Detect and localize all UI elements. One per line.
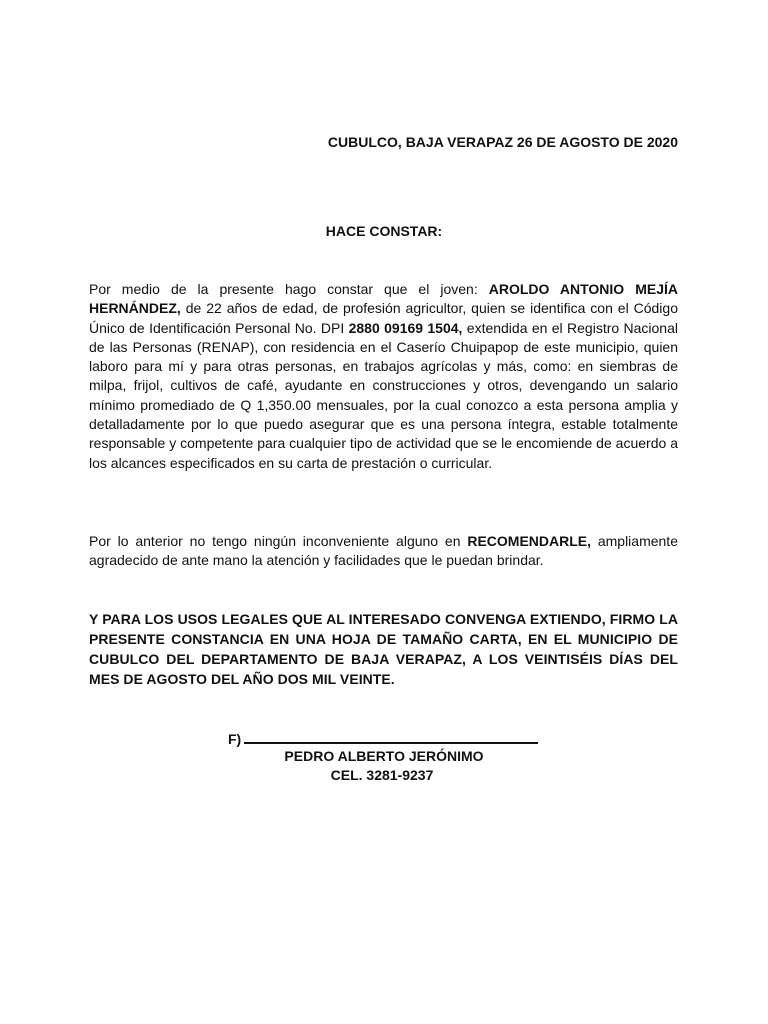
heading-text: HACE CONSTAR: bbox=[325, 223, 443, 239]
signer-name: PEDRO ALBERTO JERÓNIMO bbox=[284, 748, 484, 764]
date-line: CUBULCO, BAJA VERAPAZ 26 DE AGOSTO DE 2020 bbox=[327, 134, 678, 150]
signer-phone: CEL. 3281-9237 bbox=[330, 767, 434, 783]
document-heading bbox=[0, 222, 768, 240]
recommendation-emphasis: RECOMENDARLE, bbox=[467, 533, 591, 549]
paragraph2-rest: ampliamente agradecido de ante mano la atención y facilidades que le puedan brindar. bbox=[89, 533, 678, 569]
signature-line bbox=[228, 729, 538, 749]
paragraph1-part3: extendida en el Registro Nacional de las Personas (RENAP), con residencia en el Caserío Chuipapop de este municipio, quien laboro para mí y para otras personas, en trabajos agrícolas y más, como: en siembras de milpa, frijol, cultivos de café, ayudante en construcciones y otros, devengando un salario mínimo promediado de Q 1,350.00 mensuales, por la cual conozco a esta persona amplia y detalladamente por lo que puedo asegurar que es una persona íntegra, estable totalmente responsable y competente para cualquier tipo de actividad que se le encomiende de acuerdo a los alcances especificados en su carta de prestación o curricular. bbox=[89, 319, 678, 471]
body-paragraph-1 bbox=[89, 280, 678, 473]
paragraph1-intro: Por medio de la presente hago constar que el joven: bbox=[89, 281, 489, 297]
signer-block bbox=[0, 747, 768, 785]
body-paragraph-2 bbox=[89, 532, 678, 571]
paragraph2-intro: Por lo anterior no tengo ningún inconveniente alguno en bbox=[89, 533, 468, 549]
paragraph1-part2: de 22 años de edad, de profesión agricultor, quien se identifica con el Código Único de Identificación Personal No. DPI bbox=[89, 300, 678, 336]
dpi-number: 2880 09169 1504, bbox=[348, 319, 463, 336]
legal-closing-paragraph: Y PARA LOS USOS LEGALES QUE AL INTERESADO CONVENGA EXTIENDO, FIRMO LA PRESENTE CONSTANCIA EN UNA HOJA DE TAMAÑO CARTA, EN EL MUNICIPIO DE CUBULCO DEL DEPARTAMENTO DE BAJA VERAPAZ, A LOS VEINTISÉIS DÍAS DEL MES DE AGOSTO DEL AÑO DOS MIL VEINTE. bbox=[89, 611, 678, 687]
signature-rule bbox=[244, 729, 538, 744]
person-name: AROLDO ANTONIO MEJÍA HERNÁNDEZ, bbox=[89, 281, 678, 317]
signature-prefix: F) bbox=[228, 731, 242, 747]
